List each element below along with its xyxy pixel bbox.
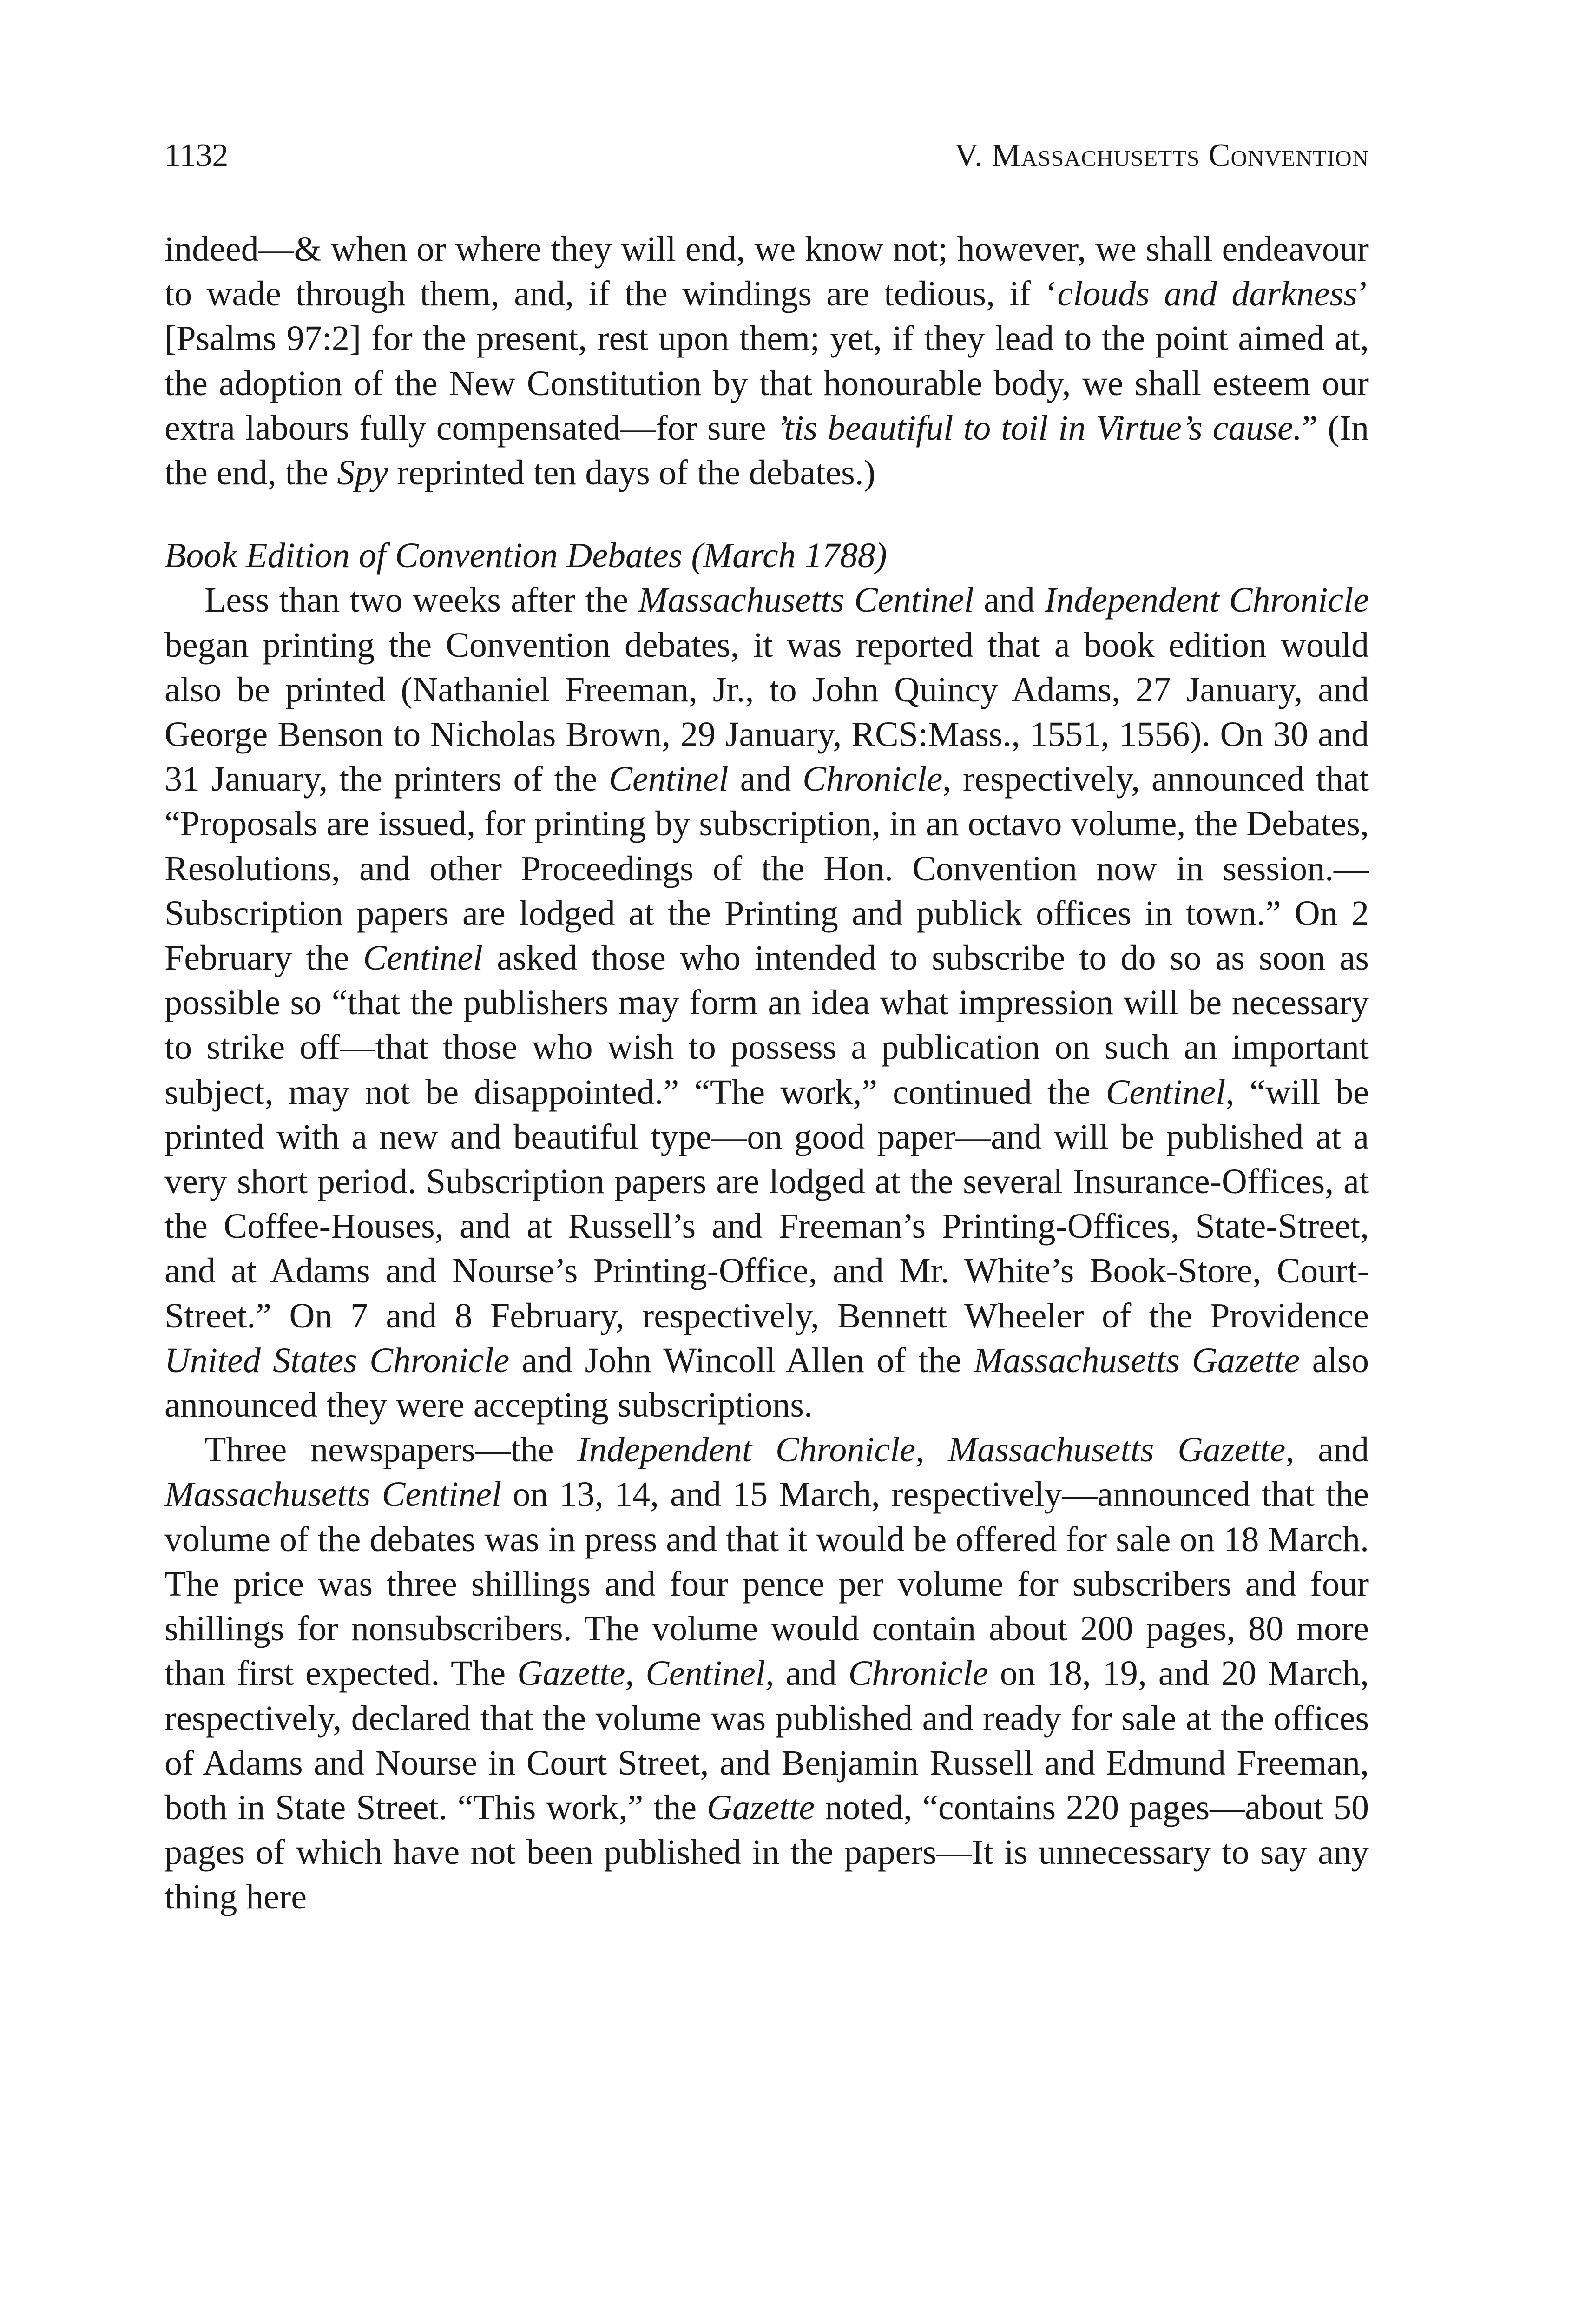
italic-text-run: Massachusetts Centinel [164, 1475, 502, 1514]
text-run: noted, “contains 220 pages—about 50 pages of which have not been published in the papers—It is unnecessary to say any thing here [164, 1788, 1369, 1917]
text-run: , “will be printed with a new and beautiful type—on good paper—and will be published at a very short period. Subscription papers are lodged at the several Insurance-Offices, at the Coffee-Houses, and at Russell’s and Freeman’s Printing-Offices, State-Street, and at Adams and Nourse’s Printing-Office, and Mr. White’s Book-Store, Court-Street.” On 7 and 8 February, respectively, Bennett Wheeler of the Providence [164, 1072, 1369, 1335]
text-run: and John Wincoll Allen of the [509, 1340, 974, 1380]
italic-text-run: Gazette [707, 1788, 815, 1827]
text-run: indeed—& when or where they will end, we know not; however, we shall endeavour to wade through them, and, if the windings are tedious, if ‘ [164, 230, 1369, 314]
text-run: and [974, 581, 1045, 620]
running-head [164, 139, 1369, 172]
italic-text-run: Gazette, Centinel, [517, 1654, 774, 1693]
text-run: ’ [Psalms 97:2] for the present, rest upon them; yet, if they lead to the point aimed at, the adoption of the New Constitution by that honourable body, we shall esteem our extra labours fully compensated—for sure [164, 274, 1369, 448]
italic-text-run: Centinel [1105, 1072, 1226, 1112]
italic-text-run: Massachusetts Gazette [974, 1340, 1300, 1380]
italic-text-run: Massachusetts Centinel [638, 581, 974, 620]
italic-text-run: Chronicle [803, 759, 943, 799]
text-run: , respectively, announced that “Proposals are issued, for printing by subscription, in an octavo volume, the Debates, Resolutions, and other Proceedings of the Hon. Convention now in session.—Subscription papers are lodged at the Printing and publick offices in town.” On 2 February the [164, 759, 1369, 978]
paragraph [164, 578, 1369, 1427]
italic-text-run: Independent Chronicle, Massachusetts Gazette, [577, 1430, 1295, 1470]
text-run: asked those who intended to subscribe to do so as soon as possible so “that the publishers may form an idea what impression will be necessary to strike off—that those who wish to possess a publication on such an important subject, may not be disappointed.” “The work,” continued the [164, 938, 1369, 1112]
italic-text-run: Book Edition of Convention Debates (March 1788) [164, 536, 887, 575]
italic-text-run: ’tis beautiful to toil in Virtue’s cause. [776, 408, 1302, 448]
italic-text-run: clouds and darkness [1057, 274, 1357, 314]
body-text [164, 227, 1369, 1920]
text-run: reprinted ten days of the debates.) [388, 453, 875, 493]
italic-text-run: Centinel [363, 938, 483, 978]
text-run: and [728, 759, 803, 799]
section-heading [164, 533, 1369, 578]
text-run: Less than two weeks after the [204, 581, 638, 620]
text-run: also announced they were accepting subscriptions. [164, 1340, 1369, 1425]
paragraph [164, 1427, 1369, 1919]
text-run: ” (In the end, the [164, 408, 1369, 493]
italic-text-run: United States Chronicle [164, 1340, 510, 1380]
text-run: began printing the Convention debates, it was reported that a book edition would also be printed (Nathaniel Freeman, Jr., to John Quincy Adams, 27 January, and George Benson to Nicholas Brown, 29 January, RCS:Mass., 1551, 1556). On 30 and 31 January, the printers of the [164, 625, 1369, 799]
text-run: Three newspapers—the [204, 1430, 578, 1470]
running-title: V. Massachusetts Convention [954, 138, 1369, 173]
text-run: and [774, 1654, 849, 1693]
text-run: and [1294, 1430, 1369, 1470]
italic-text-run: Chronicle [848, 1654, 988, 1693]
text-run: on 18, 19, and 20 March, respectively, declared that the volume was published and ready for sale at the offices of Adams and Nourse in Court Street, and Benjamin Russell and Edmund Freeman, both in State Street. “This work,” the [164, 1654, 1369, 1827]
italic-text-run: Spy [337, 453, 388, 493]
italic-text-run: Centinel [609, 759, 729, 799]
document-page [164, 139, 1369, 1920]
paragraph-continuation [164, 227, 1369, 495]
text-run: on 13, 14, and 15 March, respectively—announced that the volume of the debates was in press and that it would be offered for sale on 18 March. The price was three shillings and four pence per volume for subscribers and four shillings for nonsubscribers. The volume would contain about 200 pages, 80 more than first expected. The [164, 1475, 1369, 1693]
page-number: 1132 [164, 138, 229, 173]
italic-text-run: Independent Chronicle [1044, 581, 1369, 620]
